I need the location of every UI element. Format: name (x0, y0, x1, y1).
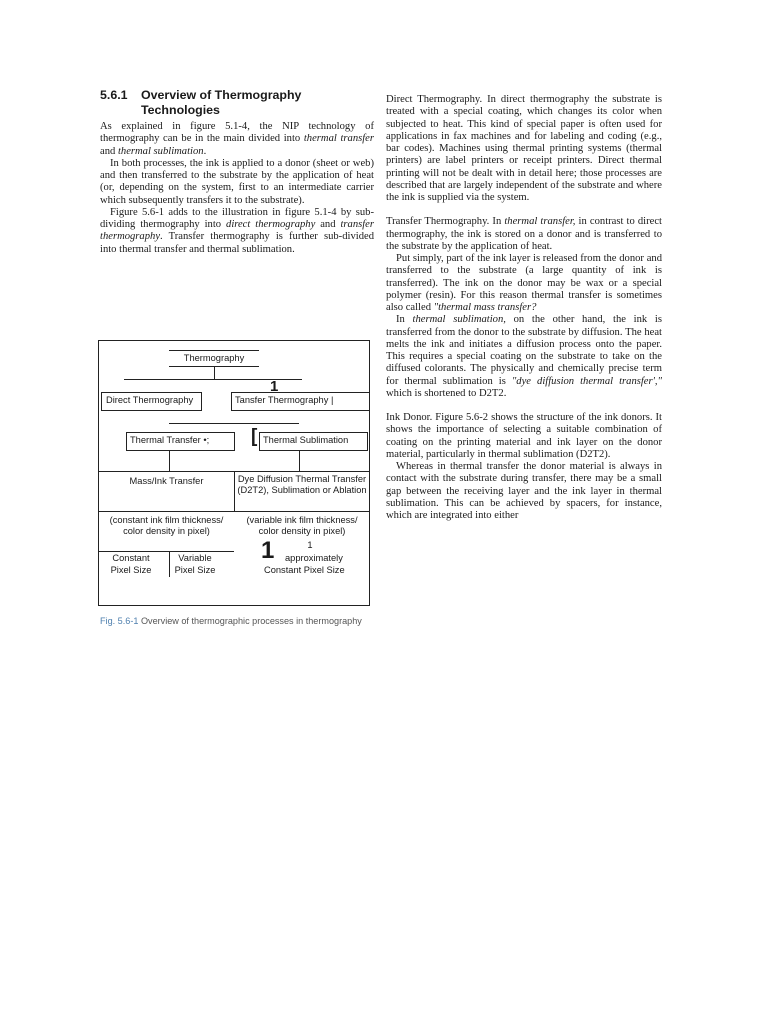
node-mass-ink-transfer: Mass/Ink Transfer (129, 476, 204, 486)
text-run: As explained in figure 5.1-4, the NIP technology of thermography can be in the main divided into (100, 121, 374, 145)
text-run: which is shortened to D2T2. (386, 387, 507, 399)
node-direct-thermography: Direct Thermography (106, 395, 194, 405)
text-run: Figure 5.6-1 adds to the illustration in figure 5.1-4 by sub-dividing thermography into (100, 206, 374, 230)
right-paragraph-4 (386, 314, 662, 400)
text-run: and (315, 219, 341, 230)
diagram-line (169, 423, 299, 424)
bracket-mark: [ (251, 426, 258, 447)
diagram-line (99, 551, 234, 552)
approx-pixel-line2: Constant Pixel Size (264, 565, 345, 575)
constant-pixel-line2: Pixel Size (110, 565, 152, 575)
left-paragraph-3 (100, 207, 374, 256)
variable-pixel-line1: Variable (178, 553, 212, 563)
text-run: Put simply, part of the ink layer is released from the donor and transferred to the substrate (a large quantity of ink is transferred). The ink on the donor may be wax or a special polymer (resin). For this reason thermal transfer is sometimes also called (386, 253, 662, 313)
right-paragraph-2 (386, 216, 662, 253)
left-column (100, 121, 374, 256)
caption-text: Overview of thermographic processes in thermography (138, 616, 362, 626)
text-run: . (203, 145, 207, 157)
diagram-line (214, 366, 215, 379)
emphasis-text: thermal sublimation (117, 145, 204, 157)
diagram-line (99, 511, 369, 512)
emphasis-text: "thermal mass transfer? (433, 302, 537, 313)
figure-caption (100, 616, 362, 626)
right-paragraph-3 (386, 253, 662, 314)
emphasis-text: direct thermography (226, 219, 316, 230)
node-transfer-thermography: Tansfer Thermography | (235, 395, 334, 405)
const-density-line1: (constant ink film thickness/ (109, 515, 224, 525)
left-paragraph-2: In both processes, the ink is applied to a donor (sheet or web) and then transferred to the substrate by the application of heat (or, depending on the system, first to an intermediate carrier which subsequently transfers it to the substrate). (100, 157, 374, 206)
section-heading (100, 88, 380, 118)
figure-number: Fig. 5.6-1 (100, 616, 139, 626)
text-run: Transfer Thermography. In (386, 216, 505, 228)
emphasis-text: transfer thermography (100, 219, 375, 243)
text-run: on the other hand, the ink is transferred from the donor to the substrate by diffusion. The heat melts the ink and initiates a diffusion process onto the paper. This requires a special coating on the substrate to take on the diffused colorants. The physically and chemically precise term for thermal sublimation is (386, 314, 662, 387)
constant-pixel-line1: Constant (112, 553, 150, 563)
big-one-mark: 1 (261, 537, 275, 564)
node-dye-diffusion-line2: (D2T2), Sublimation or Ablation (237, 485, 367, 495)
section-number: 5.6.1 (100, 88, 128, 102)
right-paragraph-1: Direct Thermography. In direct thermography the substrate is treated with a special coating, which changes its color when subjected to heat. This kind of special paper is often used for applications in fax machines and for labeling and coding (e.g., bar codes). Machines using thermal printing systems (thermal printers) are label printers or receipt printers. Direct thermal printing will not be dealt with in detail here; those processes are described that are largely independent of the substrate and where the ink is supplied via the system. (386, 94, 662, 203)
section-title-line1: Overview of Thermography (141, 88, 302, 102)
const-density-line2: color density in pixel) (123, 526, 210, 536)
node-thermal-transfer: Thermal Transfer •; (130, 435, 210, 445)
right-paragraph-5: Ink Donor. Figure 5.6-2 shows the structure of the ink donors. It shows the importance of selecting a suitable combination of coating on the printing material and ink layer on the donor material, particularly in thermal sublimation (D2T2). (386, 412, 662, 460)
diagram-line (169, 350, 259, 351)
var-density-line1: (variable ink film thickness/ (246, 515, 358, 525)
thermography-diagram (98, 340, 370, 606)
right-paragraph-6: Whereas in thermal transfer the donor material is always in contact with the substrate during transfer, there may be a small gap between the receiving layer and the ink layer in thermal sublimation. This can be achieved by spacers, for instance, which are integrated into either (386, 461, 662, 521)
text-run: . Transfer thermography is further sub-divided into thermal transfer and thermal sublimation. (100, 231, 374, 255)
emphasis-text: thermal transfer, (504, 216, 576, 228)
emphasis-text: "dye diffusion thermal transfer'," (511, 375, 662, 387)
left-paragraph-1 (100, 121, 374, 158)
right-column (386, 94, 662, 522)
diagram-line (169, 451, 170, 471)
emphasis-text: thermal sublimation, (412, 314, 506, 326)
emphasis-text: thermal transfer (303, 133, 375, 145)
text-run: in contrast to direct thermography, the ink is stored on a donor and is transferred to the substrate by the application of heat. (386, 216, 662, 252)
node-dye-diffusion-line1: Dye Diffusion Thermal Transfer (237, 474, 367, 484)
var-density-line2: color density in pixel) (258, 526, 346, 536)
node-thermography: Thermography (183, 353, 245, 363)
text-run: and (100, 145, 118, 157)
diagram-line (299, 451, 300, 471)
text-run: In (396, 314, 413, 326)
approx-pixel-line1: approximately (285, 553, 343, 563)
section-title-line2: Technologies (141, 103, 220, 117)
variable-pixel-line2: Pixel Size (174, 565, 216, 575)
marker-one: 1 (270, 378, 279, 395)
small-one-mark: 1 (307, 540, 313, 550)
node-thermal-sublimation: Thermal Sublimation (263, 435, 349, 445)
